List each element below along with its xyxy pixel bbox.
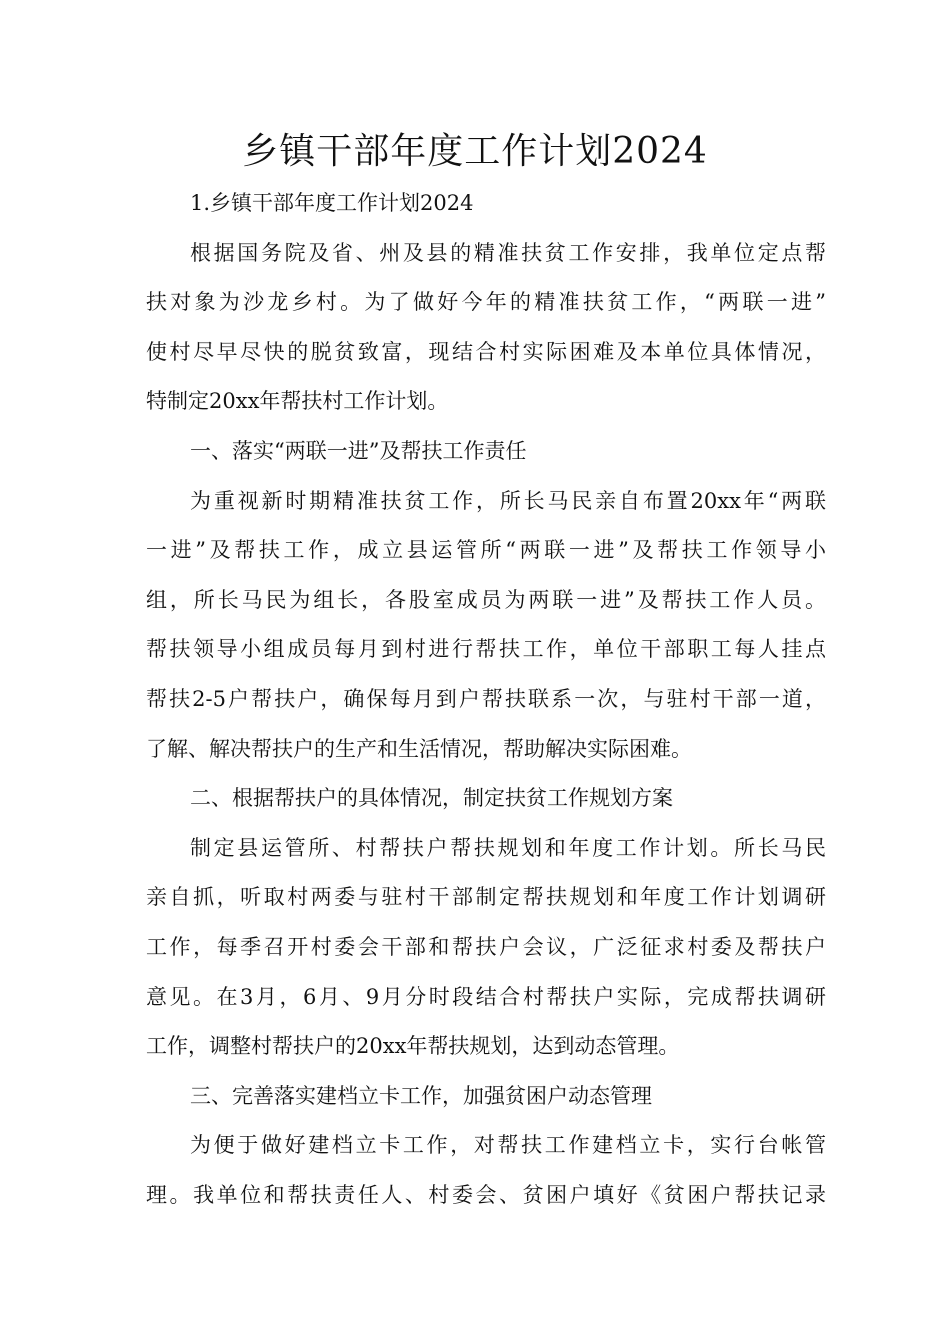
document-body — [146, 179, 826, 1220]
paragraph-line: 工作，调整村帮扶户的20xx年帮扶规划，达到动态管理。 — [146, 1034, 680, 1059]
paragraph-line: 根据国务院及省、州及县的精准扶贫工作安排，我单位定点帮 — [190, 240, 826, 265]
section-heading: 二、根据帮扶户的具体情况，制定扶贫工作规划方案 — [190, 786, 673, 811]
paragraph-line: 特制定20xx年帮扶村工作计划。 — [146, 389, 449, 414]
paragraph-line: 为便于做好建档立卡工作，对帮扶工作建档立卡，实行台帐管 — [190, 1133, 826, 1158]
section-heading: 1.乡镇干部年度工作计划2024 — [190, 191, 474, 215]
paragraph-line: 工作，每季召开村委会干部和帮扶户会议，广泛征求村委及帮扶户 — [146, 934, 826, 959]
paragraph-line: 理。我单位和帮扶责任人、村委会、贫困户填好《贫困户帮扶记录 — [146, 1182, 826, 1207]
paragraph-line: 意见。在3月，6月、9月分时段结合村帮扶户实际，完成帮扶调研 — [146, 984, 826, 1009]
section-heading: 三、完善落实建档立卡工作，加强贫困户动态管理 — [190, 1083, 652, 1108]
paragraph-line: 为重视新时期精准扶贫工作，所长马民亲自布置20xx年“两联 — [190, 488, 826, 513]
section-heading: 一、落实“两联一进”及帮扶工作责任 — [190, 438, 527, 463]
document-title: 乡镇干部年度工作计划2024 — [242, 131, 708, 172]
paragraph-line: 亲自抓，听取村两委与驻村干部制定帮扶规划和年度工作计划调研 — [146, 885, 826, 910]
paragraph-line: 使村尽早尽快的脱贫致富，现结合村实际困难及本单位具体情况， — [146, 339, 826, 364]
paragraph-line: 帮扶2-5户帮扶户，确保每月到户帮扶联系一次，与驻村干部一道， — [146, 686, 826, 711]
paragraph-line: 扶对象为沙龙乡村。为了做好今年的精准扶贫工作，“两联一进” — [146, 290, 826, 315]
paragraph-line: 了解、解决帮扶户的生产和生活情况，帮助解决实际困难。 — [146, 736, 692, 761]
paragraph-line: 制定县运管所、村帮扶户帮扶规划和年度工作计划。所长马民 — [190, 835, 826, 860]
paragraph-line: 组，所长马民为组长，各股室成员为两联一进”及帮扶工作人员。 — [146, 587, 826, 612]
paragraph-line: 一进”及帮扶工作，成立县运管所“两联一进”及帮扶工作领导小 — [146, 538, 826, 563]
paragraph-line: 帮扶领导小组成员每月到村进行帮扶工作，单位干部职工每人挂点 — [146, 637, 826, 662]
